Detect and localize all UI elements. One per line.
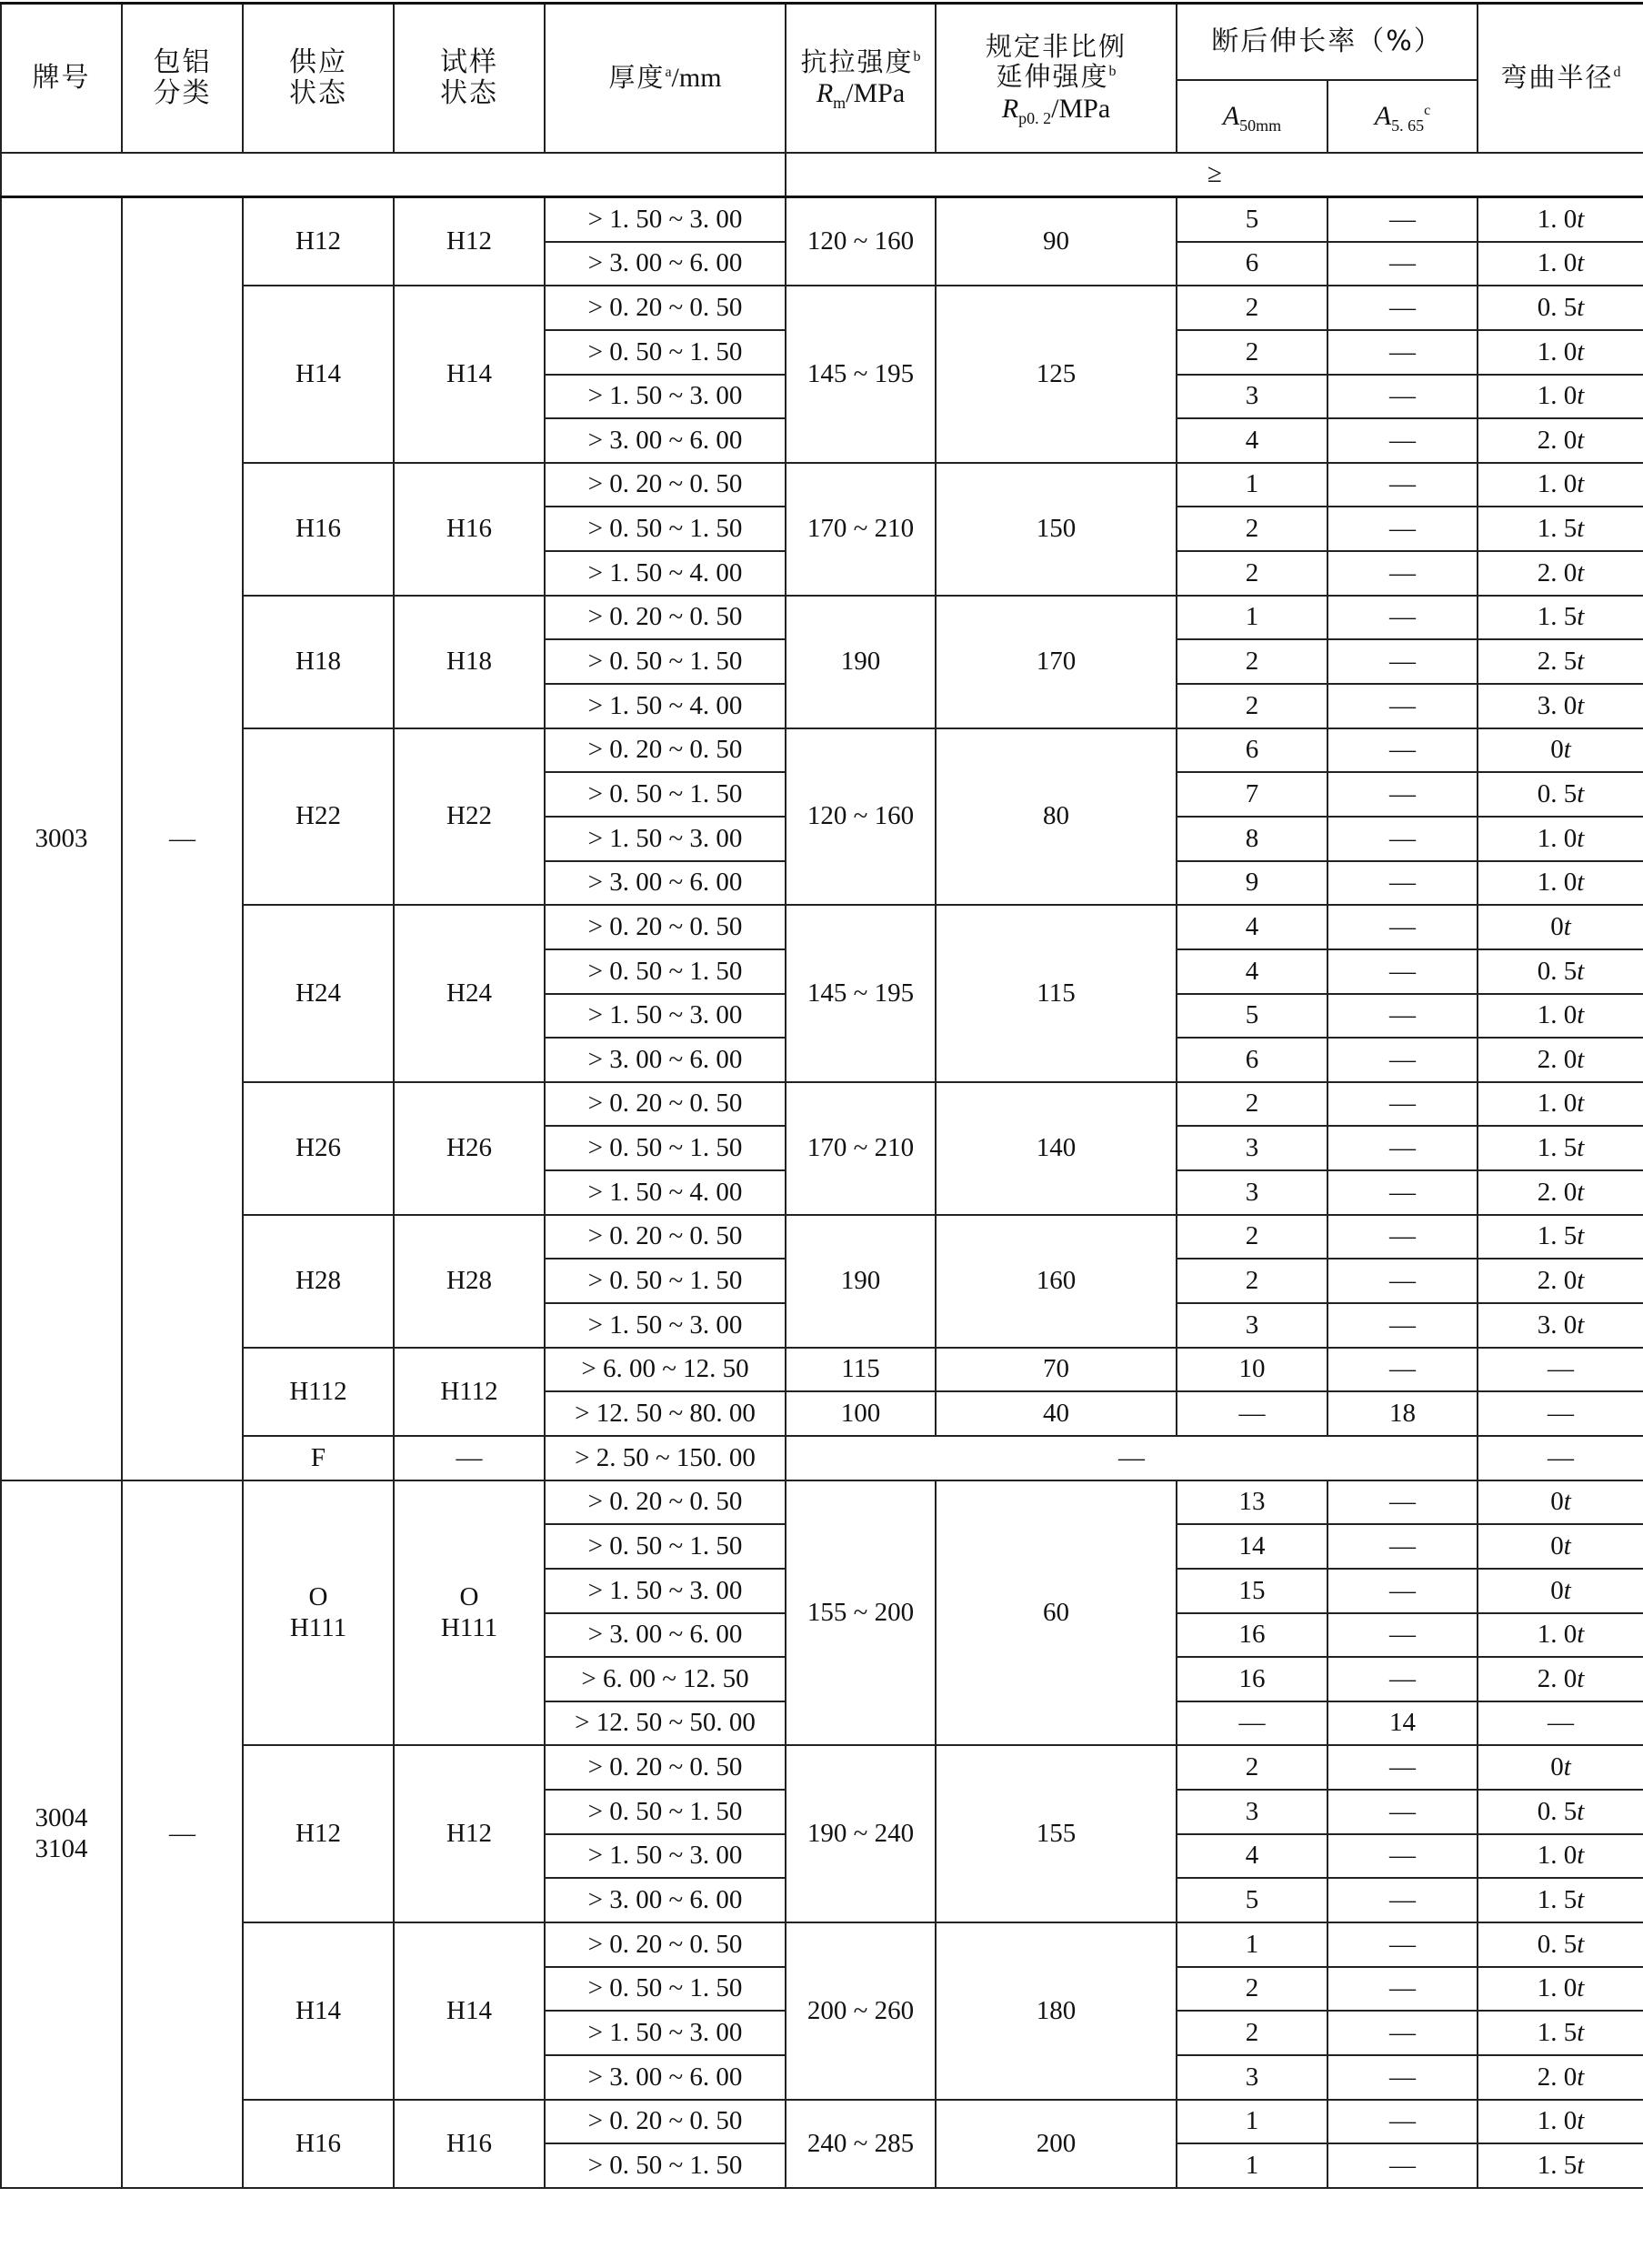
elongation-a565-cell: — bbox=[1327, 1038, 1478, 1082]
elongation-a50-cell: 14 bbox=[1177, 1524, 1327, 1569]
elongation-a565-cell: — bbox=[1327, 728, 1478, 773]
thickness-cell: > 12. 50 ~ 50. 00 bbox=[545, 1701, 786, 1746]
elongation-a565-cell: — bbox=[1327, 1790, 1478, 1834]
bend-radius-cell: 0t bbox=[1478, 1569, 1643, 1613]
yield-cell: 115 bbox=[936, 905, 1177, 1082]
thickness-cell: > 3. 00 ~ 6. 00 bbox=[545, 1878, 786, 1922]
thickness-cell: > 1. 50 ~ 3. 00 bbox=[545, 1834, 786, 1879]
supply-state-cell: H112 bbox=[243, 1348, 394, 1436]
supply-state-cell: O H111 bbox=[243, 1480, 394, 1746]
header-thickness: 厚度$^a$/mm bbox=[545, 4, 786, 154]
supply-state-cell: H18 bbox=[243, 596, 394, 728]
thickness-cell: > 0. 50 ~ 1. 50 bbox=[545, 1967, 786, 2012]
yield-cell: 155 bbox=[936, 1745, 1177, 1922]
thickness-cell: > 0. 20 ~ 0. 50 bbox=[545, 286, 786, 330]
elongation-a50-cell: 1 bbox=[1177, 463, 1327, 507]
header-a565: $A_{5. 65}^c$ bbox=[1327, 80, 1478, 153]
thickness-cell: > 0. 50 ~ 1. 50 bbox=[545, 949, 786, 994]
thickness-cell: > 0. 50 ~ 1. 50 bbox=[545, 1259, 786, 1303]
bend-radius-cell: 0t bbox=[1478, 1745, 1643, 1790]
bend-radius-cell: 0. 5t bbox=[1478, 949, 1643, 994]
elongation-a565-cell: — bbox=[1327, 1082, 1478, 1127]
bend-radius-cell: 2. 0t bbox=[1478, 1170, 1643, 1215]
elongation-a565-cell: — bbox=[1327, 1922, 1478, 1967]
sample-state-cell: H14 bbox=[394, 286, 545, 463]
elongation-a565-cell: — bbox=[1327, 1348, 1478, 1392]
tensile-cell: 170 ~ 210 bbox=[786, 463, 936, 596]
supply-state-cell: H14 bbox=[243, 1922, 394, 2100]
sample-state-cell: H16 bbox=[394, 463, 545, 596]
elongation-a565-cell: — bbox=[1327, 463, 1478, 507]
elongation-a565-cell: — bbox=[1327, 949, 1478, 994]
thickness-cell: > 0. 20 ~ 0. 50 bbox=[545, 1922, 786, 1967]
supply-state-cell: H26 bbox=[243, 1082, 394, 1215]
elongation-a50-cell: 2 bbox=[1177, 2011, 1327, 2055]
sample-state-cell: — bbox=[394, 1436, 545, 1480]
merged-properties-cell: — bbox=[786, 1436, 1478, 1480]
thickness-cell: > 1. 50 ~ 3. 00 bbox=[545, 1303, 786, 1348]
table-row bbox=[1, 463, 1643, 507]
clad-class-cell: — bbox=[122, 1480, 243, 2188]
bend-radius-cell: 1. 0t bbox=[1478, 994, 1643, 1039]
elongation-a50-cell: 6 bbox=[1177, 242, 1327, 286]
yield-cell: 150 bbox=[936, 463, 1177, 596]
thickness-cell: > 1. 50 ~ 4. 00 bbox=[545, 551, 786, 596]
elongation-a50-cell: 1 bbox=[1177, 1922, 1327, 1967]
sample-state-cell: H16 bbox=[394, 2100, 545, 2188]
bend-radius-cell: 1. 0t bbox=[1478, 1082, 1643, 1127]
sample-state-cell: H12 bbox=[394, 197, 545, 286]
bend-radius-cell: 0t bbox=[1478, 728, 1643, 773]
elongation-a565-cell: — bbox=[1327, 197, 1478, 242]
elongation-a50-cell: 5 bbox=[1177, 197, 1327, 242]
bend-radius-cell: 1. 5t bbox=[1478, 2143, 1643, 2188]
elongation-a50-cell: 2 bbox=[1177, 684, 1327, 728]
elongation-a565-cell: 18 bbox=[1327, 1391, 1478, 1436]
bend-radius-cell: 0. 5t bbox=[1478, 772, 1643, 817]
bend-radius-cell: 0t bbox=[1478, 905, 1643, 949]
elongation-a50-cell: 7 bbox=[1177, 772, 1327, 817]
header-elongation: 断后伸长率（%） bbox=[1177, 4, 1478, 81]
bend-radius-cell: 1. 0t bbox=[1478, 463, 1643, 507]
thickness-cell: > 3. 00 ~ 6. 00 bbox=[545, 1613, 786, 1658]
supply-state-cell: H16 bbox=[243, 463, 394, 596]
elongation-a50-cell: 5 bbox=[1177, 1878, 1327, 1922]
elongation-a565-cell: — bbox=[1327, 817, 1478, 861]
header-bend-radius: 弯曲半径$^d$ bbox=[1478, 4, 1643, 154]
table-row bbox=[1, 1745, 1643, 1790]
elongation-a565-cell: — bbox=[1327, 507, 1478, 551]
thickness-cell: > 0. 20 ~ 0. 50 bbox=[545, 2100, 786, 2144]
elongation-a565-cell: — bbox=[1327, 1215, 1478, 1259]
sample-state-cell: H14 bbox=[394, 1922, 545, 2100]
bend-radius-cell: 1. 0t bbox=[1478, 242, 1643, 286]
bend-radius-cell: 2. 0t bbox=[1478, 1657, 1643, 1701]
thickness-cell: > 0. 20 ~ 0. 50 bbox=[545, 1082, 786, 1127]
elongation-a50-cell: 13 bbox=[1177, 1480, 1327, 1525]
thickness-cell: > 0. 50 ~ 1. 50 bbox=[545, 330, 786, 375]
elongation-a565-cell: — bbox=[1327, 2011, 1478, 2055]
elongation-a565-cell: — bbox=[1327, 418, 1478, 463]
thickness-cell: > 1. 50 ~ 3. 00 bbox=[545, 2011, 786, 2055]
elongation-a565-cell: — bbox=[1327, 639, 1478, 684]
table-row bbox=[1, 1082, 1643, 1127]
thickness-cell: > 1. 50 ~ 4. 00 bbox=[545, 684, 786, 728]
thickness-cell: > 1. 50 ~ 3. 00 bbox=[545, 994, 786, 1039]
elongation-a50-cell: 1 bbox=[1177, 596, 1327, 640]
sample-state-cell: H24 bbox=[394, 905, 545, 1082]
supply-state-cell: H22 bbox=[243, 728, 394, 906]
tensile-cell: 120 ~ 160 bbox=[786, 728, 936, 906]
yield-cell: 125 bbox=[936, 286, 1177, 463]
thickness-cell: > 6. 00 ~ 12. 50 bbox=[545, 1657, 786, 1701]
table-row bbox=[1, 1348, 1643, 1392]
elongation-a50-cell: 2 bbox=[1177, 286, 1327, 330]
yield-cell: 70 bbox=[936, 1348, 1177, 1392]
header-a50mm: $A_{50mm}$ bbox=[1177, 80, 1327, 153]
thickness-cell: > 6. 00 ~ 12. 50 bbox=[545, 1348, 786, 1392]
elongation-a565-cell: — bbox=[1327, 1480, 1478, 1525]
bend-radius-cell: — bbox=[1478, 1391, 1643, 1436]
thickness-cell: > 0. 50 ~ 1. 50 bbox=[545, 507, 786, 551]
table-row bbox=[1, 728, 1643, 773]
elongation-a565-cell: 14 bbox=[1327, 1701, 1478, 1746]
elongation-a565-cell: — bbox=[1327, 1878, 1478, 1922]
yield-cell: 160 bbox=[936, 1215, 1177, 1348]
yield-cell: 140 bbox=[936, 1082, 1177, 1215]
tensile-cell: 170 ~ 210 bbox=[786, 1082, 936, 1215]
thickness-cell: > 0. 20 ~ 0. 50 bbox=[545, 1480, 786, 1525]
header-tensile-strength: 抗拉强度$^b$ $R_m$/MPa bbox=[786, 4, 936, 154]
bend-radius-cell: 1. 0t bbox=[1478, 817, 1643, 861]
thickness-cell: > 3. 00 ~ 6. 00 bbox=[545, 1038, 786, 1082]
brand-cell: 3004 3104 bbox=[1, 1480, 122, 2188]
bend-radius-cell: — bbox=[1478, 1348, 1643, 1392]
yield-cell: 40 bbox=[936, 1391, 1177, 1436]
table-row bbox=[1, 2100, 1643, 2144]
supply-state-cell: H28 bbox=[243, 1215, 394, 1348]
header-clad-class: 包铝 分类 bbox=[122, 4, 243, 154]
bend-radius-cell: 3. 0t bbox=[1478, 1303, 1643, 1348]
thickness-cell: > 0. 50 ~ 1. 50 bbox=[545, 2143, 786, 2188]
elongation-a50-cell: 9 bbox=[1177, 861, 1327, 906]
bend-radius-cell: 1. 5t bbox=[1478, 1878, 1643, 1922]
tensile-cell: 145 ~ 195 bbox=[786, 286, 936, 463]
thickness-cell: > 0. 20 ~ 0. 50 bbox=[545, 728, 786, 773]
elongation-a565-cell: — bbox=[1327, 2143, 1478, 2188]
bend-radius-cell: 3. 0t bbox=[1478, 684, 1643, 728]
thickness-cell: > 1. 50 ~ 3. 00 bbox=[545, 817, 786, 861]
elongation-a565-cell: — bbox=[1327, 905, 1478, 949]
header-blank bbox=[1, 153, 122, 197]
header-supply-state: 供应 状态 bbox=[243, 4, 394, 154]
elongation-a50-cell: 4 bbox=[1177, 418, 1327, 463]
bend-radius-cell: 0t bbox=[1478, 1524, 1643, 1569]
thickness-cell: > 3. 00 ~ 6. 00 bbox=[545, 418, 786, 463]
elongation-a565-cell: — bbox=[1327, 286, 1478, 330]
elongation-a565-cell: — bbox=[1327, 1657, 1478, 1701]
clad-class-cell: — bbox=[122, 197, 243, 1480]
bend-radius-cell: 1. 0t bbox=[1478, 197, 1643, 242]
bend-radius-cell: 1. 5t bbox=[1478, 507, 1643, 551]
bend-radius-cell: 1. 0t bbox=[1478, 1967, 1643, 2012]
elongation-a565-cell: — bbox=[1327, 1259, 1478, 1303]
header-blank bbox=[122, 153, 243, 197]
yield-cell: 60 bbox=[936, 1480, 1177, 1746]
elongation-a565-cell: — bbox=[1327, 1834, 1478, 1879]
elongation-a565-cell: — bbox=[1327, 330, 1478, 375]
table-row bbox=[1, 286, 1643, 330]
sample-state-cell: H12 bbox=[394, 1745, 545, 1922]
table-row bbox=[1, 1480, 1643, 1525]
bend-radius-cell: 0. 5t bbox=[1478, 1922, 1643, 1967]
thickness-cell: > 0. 50 ~ 1. 50 bbox=[545, 1126, 786, 1170]
elongation-a50-cell: 15 bbox=[1177, 1569, 1327, 1613]
elongation-a565-cell: — bbox=[1327, 772, 1478, 817]
brand-cell: 3003 bbox=[1, 197, 122, 1480]
thickness-cell: > 1. 50 ~ 3. 00 bbox=[545, 375, 786, 419]
elongation-a565-cell: — bbox=[1327, 684, 1478, 728]
header-blank bbox=[394, 153, 545, 197]
elongation-a50-cell: 16 bbox=[1177, 1613, 1327, 1658]
bend-radius-cell: 1. 5t bbox=[1478, 2011, 1643, 2055]
thickness-cell: > 1. 50 ~ 3. 00 bbox=[545, 197, 786, 242]
supply-state-cell: H16 bbox=[243, 2100, 394, 2188]
elongation-a50-cell: 6 bbox=[1177, 1038, 1327, 1082]
elongation-a50-cell: 1 bbox=[1177, 2100, 1327, 2144]
mechanical-properties-table bbox=[0, 2, 1643, 2189]
elongation-a565-cell: — bbox=[1327, 1613, 1478, 1658]
thickness-cell: > 0. 50 ~ 1. 50 bbox=[545, 772, 786, 817]
thickness-cell: > 0. 20 ~ 0. 50 bbox=[545, 1215, 786, 1259]
bend-radius-cell: 1. 0t bbox=[1478, 861, 1643, 906]
bend-radius-cell: 2. 0t bbox=[1478, 551, 1643, 596]
elongation-a50-cell: 3 bbox=[1177, 1790, 1327, 1834]
elongation-a565-cell: — bbox=[1327, 242, 1478, 286]
elongation-a50-cell: 4 bbox=[1177, 905, 1327, 949]
elongation-a565-cell: — bbox=[1327, 596, 1478, 640]
elongation-a565-cell: — bbox=[1327, 1745, 1478, 1790]
tensile-cell: 100 bbox=[786, 1391, 936, 1436]
bend-radius-cell: 1. 0t bbox=[1478, 375, 1643, 419]
bend-radius-cell: 2. 0t bbox=[1478, 2055, 1643, 2100]
supply-state-cell: H12 bbox=[243, 197, 394, 286]
header-blank bbox=[243, 153, 394, 197]
elongation-a50-cell: 1 bbox=[1177, 2143, 1327, 2188]
elongation-a50-cell: 4 bbox=[1177, 1834, 1327, 1879]
yield-cell: 200 bbox=[936, 2100, 1177, 2188]
elongation-a565-cell: — bbox=[1327, 994, 1478, 1039]
elongation-a50-cell: 3 bbox=[1177, 2055, 1327, 2100]
table-row bbox=[1, 1436, 1643, 1480]
bend-radius-cell: 1. 5t bbox=[1478, 1215, 1643, 1259]
thickness-cell: > 3. 00 ~ 6. 00 bbox=[545, 242, 786, 286]
elongation-a565-cell: — bbox=[1327, 375, 1478, 419]
tensile-cell: 155 ~ 200 bbox=[786, 1480, 936, 1746]
bend-radius-cell: 1. 5t bbox=[1478, 596, 1643, 640]
elongation-a565-cell: — bbox=[1327, 1303, 1478, 1348]
elongation-a565-cell: — bbox=[1327, 1170, 1478, 1215]
elongation-a50-cell: 8 bbox=[1177, 817, 1327, 861]
sample-state-cell: H28 bbox=[394, 1215, 545, 1348]
header-sample-state: 试样 状态 bbox=[394, 4, 545, 154]
elongation-a50-cell: 6 bbox=[1177, 728, 1327, 773]
bend-radius-cell: 0. 5t bbox=[1478, 286, 1643, 330]
header-minimum-symbol: ≥ bbox=[786, 153, 1643, 197]
elongation-a50-cell: 2 bbox=[1177, 507, 1327, 551]
yield-cell: 80 bbox=[936, 728, 1177, 906]
bend-radius-cell: 1. 5t bbox=[1478, 1126, 1643, 1170]
bend-radius-cell: 2. 0t bbox=[1478, 418, 1643, 463]
sample-state-cell: H26 bbox=[394, 1082, 545, 1215]
table-row bbox=[1, 197, 1643, 242]
elongation-a50-cell: 10 bbox=[1177, 1348, 1327, 1392]
elongation-a50-cell: 2 bbox=[1177, 1967, 1327, 2012]
bend-radius-cell: — bbox=[1478, 1701, 1643, 1746]
supply-state-cell: H12 bbox=[243, 1745, 394, 1922]
elongation-a50-cell: — bbox=[1177, 1701, 1327, 1746]
elongation-a50-cell: 2 bbox=[1177, 330, 1327, 375]
yield-cell: 90 bbox=[936, 197, 1177, 286]
thickness-cell: > 3. 00 ~ 6. 00 bbox=[545, 2055, 786, 2100]
thickness-cell: > 0. 50 ~ 1. 50 bbox=[545, 1790, 786, 1834]
thickness-cell: > 0. 20 ~ 0. 50 bbox=[545, 1745, 786, 1790]
bend-radius-cell: 1. 0t bbox=[1478, 1613, 1643, 1658]
supply-state-cell: F bbox=[243, 1436, 394, 1480]
elongation-a50-cell: 2 bbox=[1177, 639, 1327, 684]
elongation-a50-cell: 3 bbox=[1177, 1126, 1327, 1170]
table-row bbox=[1, 905, 1643, 949]
elongation-a565-cell: — bbox=[1327, 1524, 1478, 1569]
thickness-cell: > 0. 50 ~ 1. 50 bbox=[545, 639, 786, 684]
tensile-cell: 190 ~ 240 bbox=[786, 1745, 936, 1922]
bend-radius-cell: 0. 5t bbox=[1478, 1790, 1643, 1834]
elongation-a565-cell: — bbox=[1327, 1967, 1478, 2012]
elongation-a50-cell: 2 bbox=[1177, 1215, 1327, 1259]
elongation-a50-cell: 2 bbox=[1177, 1745, 1327, 1790]
elongation-a50-cell: — bbox=[1177, 1391, 1327, 1436]
elongation-a50-cell: 3 bbox=[1177, 1303, 1327, 1348]
yield-cell: 180 bbox=[936, 1922, 1177, 2100]
thickness-cell: > 3. 00 ~ 6. 00 bbox=[545, 861, 786, 906]
bend-radius-cell: 0t bbox=[1478, 1480, 1643, 1525]
thickness-cell: > 2. 50 ~ 150. 00 bbox=[545, 1436, 786, 1480]
thickness-cell: > 0. 20 ~ 0. 50 bbox=[545, 905, 786, 949]
tensile-cell: 115 bbox=[786, 1348, 936, 1392]
thickness-cell: > 1. 50 ~ 3. 00 bbox=[545, 1569, 786, 1613]
tensile-cell: 200 ~ 260 bbox=[786, 1922, 936, 2100]
elongation-a565-cell: — bbox=[1327, 1569, 1478, 1613]
table-row bbox=[1, 1922, 1643, 1967]
elongation-a50-cell: 2 bbox=[1177, 1082, 1327, 1127]
elongation-a50-cell: 3 bbox=[1177, 1170, 1327, 1215]
sample-state-cell: H112 bbox=[394, 1348, 545, 1436]
table-body bbox=[1, 197, 1643, 2188]
header-brand: 牌号 bbox=[1, 4, 122, 154]
sample-state-cell: O H111 bbox=[394, 1480, 545, 1746]
yield-cell: 170 bbox=[936, 596, 1177, 728]
elongation-a50-cell: 2 bbox=[1177, 1259, 1327, 1303]
thickness-cell: > 0. 20 ~ 0. 50 bbox=[545, 596, 786, 640]
table-row bbox=[1, 596, 1643, 640]
tensile-cell: 240 ~ 285 bbox=[786, 2100, 936, 2188]
tensile-cell: 190 bbox=[786, 596, 936, 728]
supply-state-cell: H24 bbox=[243, 905, 394, 1082]
header-yield-strength: 规定非比例 延伸强度$^b$ $R_{p0. 2}$/MPa bbox=[936, 4, 1177, 154]
elongation-a50-cell: 3 bbox=[1177, 375, 1327, 419]
elongation-a565-cell: — bbox=[1327, 1126, 1478, 1170]
tensile-cell: 145 ~ 195 bbox=[786, 905, 936, 1082]
elongation-a565-cell: — bbox=[1327, 2055, 1478, 2100]
elongation-a50-cell: 4 bbox=[1177, 949, 1327, 994]
bend-radius-cell: 1. 0t bbox=[1478, 330, 1643, 375]
bend-radius-cell: 1. 0t bbox=[1478, 1834, 1643, 1879]
elongation-a565-cell: — bbox=[1327, 861, 1478, 906]
table-row bbox=[1, 1215, 1643, 1259]
elongation-a50-cell: 5 bbox=[1177, 994, 1327, 1039]
bend-radius-cell: 1. 0t bbox=[1478, 2100, 1643, 2144]
thickness-cell: > 12. 50 ~ 80. 00 bbox=[545, 1391, 786, 1436]
bend-radius-cell: 2. 0t bbox=[1478, 1259, 1643, 1303]
elongation-a565-cell: — bbox=[1327, 2100, 1478, 2144]
thickness-cell: > 0. 50 ~ 1. 50 bbox=[545, 1524, 786, 1569]
bend-radius-cell: — bbox=[1478, 1436, 1643, 1480]
elongation-a50-cell: 2 bbox=[1177, 551, 1327, 596]
sample-state-cell: H18 bbox=[394, 596, 545, 728]
tensile-cell: 120 ~ 160 bbox=[786, 197, 936, 286]
bend-radius-cell: 2. 5t bbox=[1478, 639, 1643, 684]
elongation-a565-cell: — bbox=[1327, 551, 1478, 596]
tensile-cell: 190 bbox=[786, 1215, 936, 1348]
thickness-cell: > 1. 50 ~ 4. 00 bbox=[545, 1170, 786, 1215]
elongation-a50-cell: 16 bbox=[1177, 1657, 1327, 1701]
thickness-cell: > 0. 20 ~ 0. 50 bbox=[545, 463, 786, 507]
supply-state-cell: H14 bbox=[243, 286, 394, 463]
bend-radius-cell: 2. 0t bbox=[1478, 1038, 1643, 1082]
header-blank bbox=[545, 153, 786, 197]
sample-state-cell: H22 bbox=[394, 728, 545, 906]
